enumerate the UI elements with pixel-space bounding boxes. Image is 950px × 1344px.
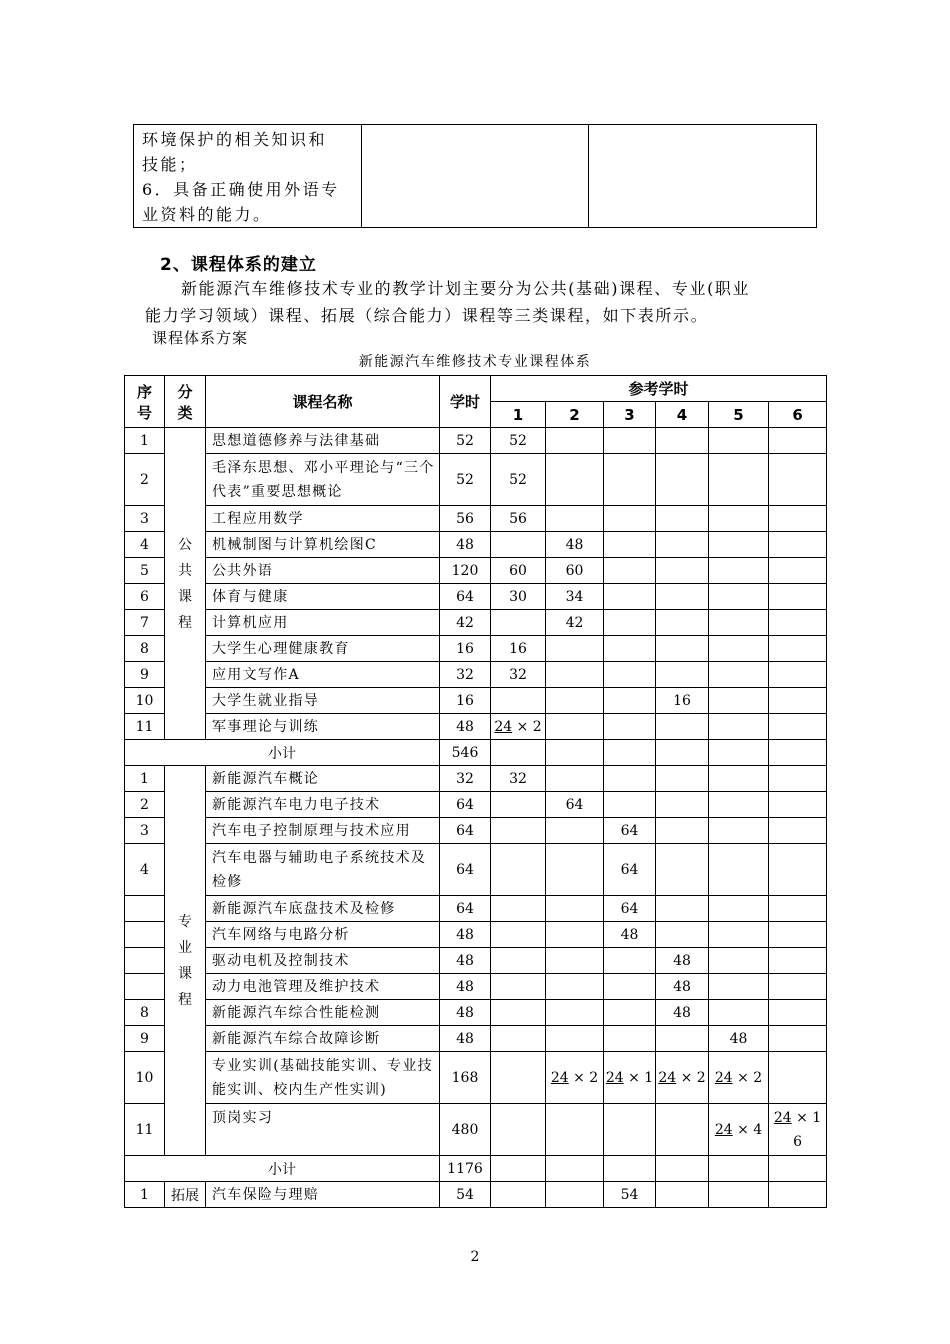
course-row bbox=[125, 1182, 827, 1208]
semester-hours-cell bbox=[604, 1156, 656, 1182]
semester-hours-cell bbox=[604, 948, 656, 974]
course-hours: 120 bbox=[440, 558, 491, 584]
continuation-cell-left bbox=[134, 125, 362, 228]
semester-hours-cell: 16 bbox=[491, 636, 546, 662]
semester-hours-cell bbox=[604, 532, 656, 558]
semester-hours-cell: 64 bbox=[604, 818, 656, 844]
course-name: 新能源汽车电力电子技术 bbox=[206, 792, 440, 818]
header-hours: 学时 bbox=[440, 376, 491, 428]
semester-hours-cell bbox=[709, 792, 769, 818]
course-name: 驱动电机及控制技术 bbox=[206, 948, 440, 974]
semester-hours-cell bbox=[656, 766, 709, 792]
semester-hours-cell bbox=[491, 1000, 546, 1026]
course-seq bbox=[125, 948, 165, 974]
semester-hours-cell: 60 bbox=[491, 558, 546, 584]
semester-hours-cell bbox=[656, 844, 709, 896]
course-seq: 4 bbox=[125, 532, 165, 558]
intro-line: 能力学习领域）课程、拓展（综合能力）课程等三类课程，如下表所示。 bbox=[145, 306, 709, 325]
semester-hours-cell bbox=[769, 428, 827, 454]
continuation-line: 环境保护的相关知识和 bbox=[142, 130, 328, 149]
course-seq: 6 bbox=[125, 584, 165, 610]
semester-hours-cell bbox=[491, 948, 546, 974]
semester-hours-cell bbox=[491, 532, 546, 558]
course-hours: 168 bbox=[440, 1052, 491, 1104]
course-row bbox=[125, 844, 827, 896]
semester-hours-cell bbox=[769, 688, 827, 714]
semester-hours-cell: 54 bbox=[604, 1182, 656, 1208]
header-reference-hours: 参考学时 bbox=[491, 376, 827, 402]
semester-hours-cell: 64 bbox=[604, 844, 656, 896]
semester-hours-cell bbox=[769, 844, 827, 896]
semester-hours-cell: 16 bbox=[656, 688, 709, 714]
course-name: 公共外语 bbox=[206, 558, 440, 584]
semester-hours-cell bbox=[709, 922, 769, 948]
semester-hours-cell bbox=[604, 1104, 656, 1156]
continuation-cell-right bbox=[589, 125, 817, 228]
semester-hours-cell bbox=[709, 506, 769, 532]
semester-hours-cell bbox=[656, 922, 709, 948]
semester-hours-cell bbox=[709, 714, 769, 740]
semester-hours-cell bbox=[709, 740, 769, 766]
semester-hours-cell: 24 × 4 bbox=[709, 1104, 769, 1156]
subtotal-hours: 1176 bbox=[440, 1156, 491, 1182]
semester-hours-cell bbox=[769, 714, 827, 740]
course-seq: 10 bbox=[125, 1052, 165, 1104]
semester-hours-cell bbox=[656, 610, 709, 636]
semester-hours-cell bbox=[491, 818, 546, 844]
course-name: 新能源汽车底盘技术及检修 bbox=[206, 896, 440, 922]
course-seq: 11 bbox=[125, 714, 165, 740]
course-row bbox=[125, 1026, 827, 1052]
semester-hours-cell bbox=[769, 506, 827, 532]
semester-hours-cell: 24 × 2 bbox=[491, 714, 546, 740]
semester-hours-cell bbox=[709, 532, 769, 558]
course-row bbox=[125, 896, 827, 922]
semester-hours-cell bbox=[709, 1182, 769, 1208]
semester-hours-cell bbox=[769, 454, 827, 506]
course-row bbox=[125, 636, 827, 662]
course-hours: 16 bbox=[440, 688, 491, 714]
semester-hours-cell: 48 bbox=[546, 532, 604, 558]
page-number: 2 bbox=[470, 1249, 480, 1265]
course-row bbox=[125, 506, 827, 532]
semester-hours-cell bbox=[709, 1000, 769, 1026]
semester-hours-cell bbox=[769, 1000, 827, 1026]
semester-hours-cell bbox=[709, 662, 769, 688]
semester-hours-cell bbox=[656, 454, 709, 506]
semester-hours-cell bbox=[491, 1182, 546, 1208]
header-semester: 5 bbox=[709, 402, 769, 428]
course-hours: 48 bbox=[440, 532, 491, 558]
course-table bbox=[124, 375, 827, 1208]
semester-hours-cell bbox=[656, 662, 709, 688]
course-seq: 2 bbox=[125, 454, 165, 506]
course-hours: 64 bbox=[440, 896, 491, 922]
semester-hours-cell bbox=[491, 688, 546, 714]
course-hours: 64 bbox=[440, 584, 491, 610]
semester-hours-cell bbox=[656, 792, 709, 818]
course-hours: 32 bbox=[440, 766, 491, 792]
semester-hours-cell bbox=[769, 532, 827, 558]
course-seq: 7 bbox=[125, 610, 165, 636]
semester-hours-cell bbox=[769, 766, 827, 792]
semester-hours-cell bbox=[604, 1000, 656, 1026]
course-row bbox=[125, 558, 827, 584]
intro-paragraph bbox=[145, 275, 813, 329]
course-hours: 56 bbox=[440, 506, 491, 532]
semester-hours-cell bbox=[546, 974, 604, 1000]
section-heading: 2、课程体系的建立 bbox=[160, 255, 317, 275]
course-seq: 2 bbox=[125, 792, 165, 818]
header-semester: 1 bbox=[491, 402, 546, 428]
course-seq: 3 bbox=[125, 506, 165, 532]
course-seq: 4 bbox=[125, 844, 165, 896]
course-name: 汽车电子控制原理与技术应用 bbox=[206, 818, 440, 844]
semester-hours-cell bbox=[604, 1026, 656, 1052]
course-seq: 10 bbox=[125, 688, 165, 714]
course-hours: 48 bbox=[440, 948, 491, 974]
semester-hours-cell bbox=[546, 740, 604, 766]
course-seq: 5 bbox=[125, 558, 165, 584]
semester-hours-cell bbox=[491, 792, 546, 818]
semester-hours-cell bbox=[769, 948, 827, 974]
semester-hours-cell bbox=[546, 1026, 604, 1052]
course-name: 新能源汽车综合性能检测 bbox=[206, 1000, 440, 1026]
semester-hours-cell bbox=[709, 844, 769, 896]
semester-hours-cell bbox=[709, 610, 769, 636]
course-row bbox=[125, 532, 827, 558]
continuation-table bbox=[133, 124, 817, 228]
semester-hours-cell bbox=[656, 740, 709, 766]
semester-hours-cell bbox=[769, 1156, 827, 1182]
semester-hours-cell bbox=[604, 454, 656, 506]
semester-hours-cell bbox=[709, 974, 769, 1000]
semester-hours-cell bbox=[656, 896, 709, 922]
semester-hours-cell bbox=[709, 766, 769, 792]
semester-hours-cell: 24 × 2 bbox=[709, 1052, 769, 1104]
semester-hours-cell bbox=[769, 636, 827, 662]
course-row bbox=[125, 662, 827, 688]
semester-hours-cell bbox=[604, 714, 656, 740]
header-semester: 4 bbox=[656, 402, 709, 428]
course-hours: 64 bbox=[440, 844, 491, 896]
course-row bbox=[125, 428, 827, 454]
semester-hours-cell bbox=[491, 1104, 546, 1156]
course-hours: 48 bbox=[440, 714, 491, 740]
course-row bbox=[125, 1000, 827, 1026]
course-seq: 1 bbox=[125, 1182, 165, 1208]
semester-hours-cell bbox=[656, 428, 709, 454]
semester-hours-cell bbox=[546, 1156, 604, 1182]
course-hours: 32 bbox=[440, 662, 491, 688]
semester-hours-cell bbox=[709, 428, 769, 454]
semester-hours-cell bbox=[491, 896, 546, 922]
course-name: 思想道德修养与法律基础 bbox=[206, 428, 440, 454]
semester-hours-cell bbox=[769, 922, 827, 948]
semester-hours-cell: 32 bbox=[491, 766, 546, 792]
semester-hours-cell bbox=[546, 818, 604, 844]
course-row bbox=[125, 1052, 827, 1104]
course-name: 新能源汽车综合故障诊断 bbox=[206, 1026, 440, 1052]
course-name: 顶岗实习 bbox=[206, 1104, 440, 1156]
header-category: 分 类 bbox=[165, 376, 206, 428]
header-semester: 6 bbox=[769, 402, 827, 428]
semester-hours-cell bbox=[491, 740, 546, 766]
course-row bbox=[125, 818, 827, 844]
semester-hours-cell bbox=[604, 662, 656, 688]
course-row bbox=[125, 714, 827, 740]
course-name: 军事理论与训练 bbox=[206, 714, 440, 740]
semester-hours-cell bbox=[709, 454, 769, 506]
header-course-name: 课程名称 bbox=[206, 376, 440, 428]
semester-hours-cell: 24 × 1 bbox=[604, 1052, 656, 1104]
course-name: 动力电池管理及维护技术 bbox=[206, 974, 440, 1000]
semester-hours-cell bbox=[546, 922, 604, 948]
semester-hours-cell bbox=[546, 1104, 604, 1156]
semester-hours-cell: 60 bbox=[546, 558, 604, 584]
course-name: 应用文写作A bbox=[206, 662, 440, 688]
category-cell: 公 共 课 程 bbox=[165, 428, 206, 740]
course-seq: 9 bbox=[125, 662, 165, 688]
semester-hours-cell bbox=[546, 1000, 604, 1026]
course-name: 大学生就业指导 bbox=[206, 688, 440, 714]
semester-hours-cell: 48 bbox=[656, 974, 709, 1000]
course-name: 计算机应用 bbox=[206, 610, 440, 636]
semester-hours-cell bbox=[769, 792, 827, 818]
subtotal-label: 小计 bbox=[125, 1156, 440, 1182]
course-seq bbox=[125, 974, 165, 1000]
semester-hours-cell bbox=[656, 532, 709, 558]
semester-hours-cell bbox=[604, 974, 656, 1000]
subtotal-row bbox=[125, 1156, 827, 1182]
course-name: 汽车电器与辅助电子系统技术及检修 bbox=[206, 844, 440, 896]
table-caption: 新能源汽车维修技术专业课程体系 bbox=[358, 354, 592, 370]
semester-hours-cell bbox=[604, 740, 656, 766]
course-seq: 9 bbox=[125, 1026, 165, 1052]
semester-hours-cell: 48 bbox=[604, 922, 656, 948]
semester-hours-cell bbox=[656, 714, 709, 740]
semester-hours-cell bbox=[656, 818, 709, 844]
semester-hours-cell: 30 bbox=[491, 584, 546, 610]
course-hours: 54 bbox=[440, 1182, 491, 1208]
continuation-line: 业资料的能力。 bbox=[142, 205, 272, 224]
semester-hours-cell bbox=[769, 818, 827, 844]
course-name: 专业实训(基础技能实训、专业技能实训、校内生产性实训) bbox=[206, 1052, 440, 1104]
semester-hours-cell: 24 × 1 6 bbox=[769, 1104, 827, 1156]
course-hours: 64 bbox=[440, 792, 491, 818]
header-seq: 序 号 bbox=[125, 376, 165, 428]
semester-hours-cell: 52 bbox=[491, 428, 546, 454]
semester-hours-cell bbox=[769, 610, 827, 636]
semester-hours-cell bbox=[491, 1156, 546, 1182]
semester-hours-cell bbox=[709, 948, 769, 974]
course-row bbox=[125, 948, 827, 974]
semester-hours-cell: 34 bbox=[546, 584, 604, 610]
semester-hours-cell bbox=[656, 1156, 709, 1182]
course-name: 毛泽东思想、邓小平理论与“三个代表”重要思想概论 bbox=[206, 454, 440, 506]
semester-hours-cell bbox=[491, 1052, 546, 1104]
course-name: 体育与健康 bbox=[206, 584, 440, 610]
semester-hours-cell bbox=[709, 584, 769, 610]
semester-hours-cell bbox=[769, 974, 827, 1000]
course-hours: 52 bbox=[440, 428, 491, 454]
course-row bbox=[125, 454, 827, 506]
semester-hours-cell: 64 bbox=[604, 896, 656, 922]
semester-hours-cell bbox=[546, 662, 604, 688]
course-hours: 52 bbox=[440, 454, 491, 506]
semester-hours-cell bbox=[604, 792, 656, 818]
semester-hours-cell bbox=[546, 506, 604, 532]
course-row bbox=[125, 688, 827, 714]
course-hours: 48 bbox=[440, 1000, 491, 1026]
course-row bbox=[125, 792, 827, 818]
course-seq: 1 bbox=[125, 766, 165, 792]
semester-hours-cell: 56 bbox=[491, 506, 546, 532]
semester-hours-cell bbox=[656, 584, 709, 610]
semester-hours-cell bbox=[769, 558, 827, 584]
course-seq: 1 bbox=[125, 428, 165, 454]
course-seq: 8 bbox=[125, 1000, 165, 1026]
semester-hours-cell bbox=[491, 1026, 546, 1052]
semester-hours-cell bbox=[546, 844, 604, 896]
course-hours: 16 bbox=[440, 636, 491, 662]
course-hours: 48 bbox=[440, 922, 491, 948]
course-row bbox=[125, 584, 827, 610]
course-hours: 480 bbox=[440, 1104, 491, 1156]
semester-hours-cell bbox=[546, 1182, 604, 1208]
semester-hours-cell bbox=[769, 1026, 827, 1052]
semester-hours-cell bbox=[546, 454, 604, 506]
course-name: 大学生心理健康教育 bbox=[206, 636, 440, 662]
course-name: 新能源汽车概论 bbox=[206, 766, 440, 792]
semester-hours-cell bbox=[604, 636, 656, 662]
course-hours: 42 bbox=[440, 610, 491, 636]
semester-hours-cell bbox=[546, 688, 604, 714]
semester-hours-cell bbox=[709, 896, 769, 922]
semester-hours-cell bbox=[769, 1052, 827, 1104]
semester-hours-cell bbox=[546, 428, 604, 454]
semester-hours-cell: 64 bbox=[546, 792, 604, 818]
semester-hours-cell bbox=[604, 584, 656, 610]
semester-hours-cell: 48 bbox=[709, 1026, 769, 1052]
semester-hours-cell: 32 bbox=[491, 662, 546, 688]
semester-hours-cell bbox=[769, 584, 827, 610]
course-seq bbox=[125, 922, 165, 948]
semester-hours-cell bbox=[769, 662, 827, 688]
semester-hours-cell bbox=[769, 1182, 827, 1208]
category-cell: 专 业 课 程 bbox=[165, 766, 206, 1156]
semester-hours-cell bbox=[546, 636, 604, 662]
semester-hours-cell bbox=[709, 688, 769, 714]
course-seq: 8 bbox=[125, 636, 165, 662]
semester-hours-cell bbox=[604, 506, 656, 532]
semester-hours-cell: 24 × 2 bbox=[656, 1052, 709, 1104]
intro-line: 新能源汽车维修技术专业的教学计划主要分为公共(基础)课程、专业(职业 bbox=[181, 279, 751, 298]
header-semester: 3 bbox=[604, 402, 656, 428]
course-hours: 48 bbox=[440, 1026, 491, 1052]
course-hours: 48 bbox=[440, 974, 491, 1000]
semester-hours-cell bbox=[546, 714, 604, 740]
semester-hours-cell bbox=[604, 428, 656, 454]
semester-hours-cell bbox=[709, 818, 769, 844]
course-row bbox=[125, 766, 827, 792]
semester-hours-cell bbox=[491, 844, 546, 896]
semester-hours-cell bbox=[656, 1104, 709, 1156]
course-row bbox=[125, 974, 827, 1000]
course-row bbox=[125, 1104, 827, 1156]
continuation-line: 6．具备正确使用外语专 bbox=[142, 180, 340, 199]
semester-hours-cell bbox=[769, 740, 827, 766]
semester-hours-cell: 42 bbox=[546, 610, 604, 636]
semester-hours-cell bbox=[546, 896, 604, 922]
subtotal-label: 小计 bbox=[125, 740, 440, 766]
semester-hours-cell bbox=[604, 688, 656, 714]
semester-hours-cell bbox=[709, 636, 769, 662]
course-seq: 3 bbox=[125, 818, 165, 844]
semester-hours-cell bbox=[656, 506, 709, 532]
course-seq: 11 bbox=[125, 1104, 165, 1156]
semester-hours-cell bbox=[709, 1156, 769, 1182]
subtotal-row bbox=[125, 740, 827, 766]
continuation-cell-middle bbox=[362, 125, 589, 228]
header-semester: 2 bbox=[546, 402, 604, 428]
category-cell: 拓展 bbox=[165, 1182, 206, 1208]
semester-hours-cell bbox=[546, 766, 604, 792]
semester-hours-cell bbox=[604, 558, 656, 584]
semester-hours-cell: 52 bbox=[491, 454, 546, 506]
semester-hours-cell bbox=[656, 558, 709, 584]
semester-hours-cell bbox=[546, 948, 604, 974]
semester-hours-cell: 48 bbox=[656, 1000, 709, 1026]
semester-hours-cell bbox=[491, 922, 546, 948]
course-name: 汽车网络与电路分析 bbox=[206, 922, 440, 948]
subtotal-hours: 546 bbox=[440, 740, 491, 766]
semester-hours-cell bbox=[656, 636, 709, 662]
semester-hours-cell bbox=[604, 610, 656, 636]
semester-hours-cell bbox=[709, 558, 769, 584]
course-name: 汽车保险与理赔 bbox=[206, 1182, 440, 1208]
course-seq bbox=[125, 896, 165, 922]
semester-hours-cell bbox=[604, 766, 656, 792]
semester-hours-cell: 48 bbox=[656, 948, 709, 974]
continuation-line: 技能； bbox=[142, 155, 198, 174]
course-name: 工程应用数学 bbox=[206, 506, 440, 532]
semester-hours-cell bbox=[656, 1182, 709, 1208]
scheme-label: 课程体系方案 bbox=[152, 329, 249, 347]
semester-hours-cell bbox=[769, 896, 827, 922]
course-row bbox=[125, 610, 827, 636]
course-name: 机械制图与计算机绘图C bbox=[206, 532, 440, 558]
semester-hours-cell bbox=[491, 610, 546, 636]
course-hours: 64 bbox=[440, 818, 491, 844]
semester-hours-cell bbox=[491, 974, 546, 1000]
course-row bbox=[125, 922, 827, 948]
semester-hours-cell: 24 × 2 bbox=[546, 1052, 604, 1104]
semester-hours-cell bbox=[656, 1026, 709, 1052]
